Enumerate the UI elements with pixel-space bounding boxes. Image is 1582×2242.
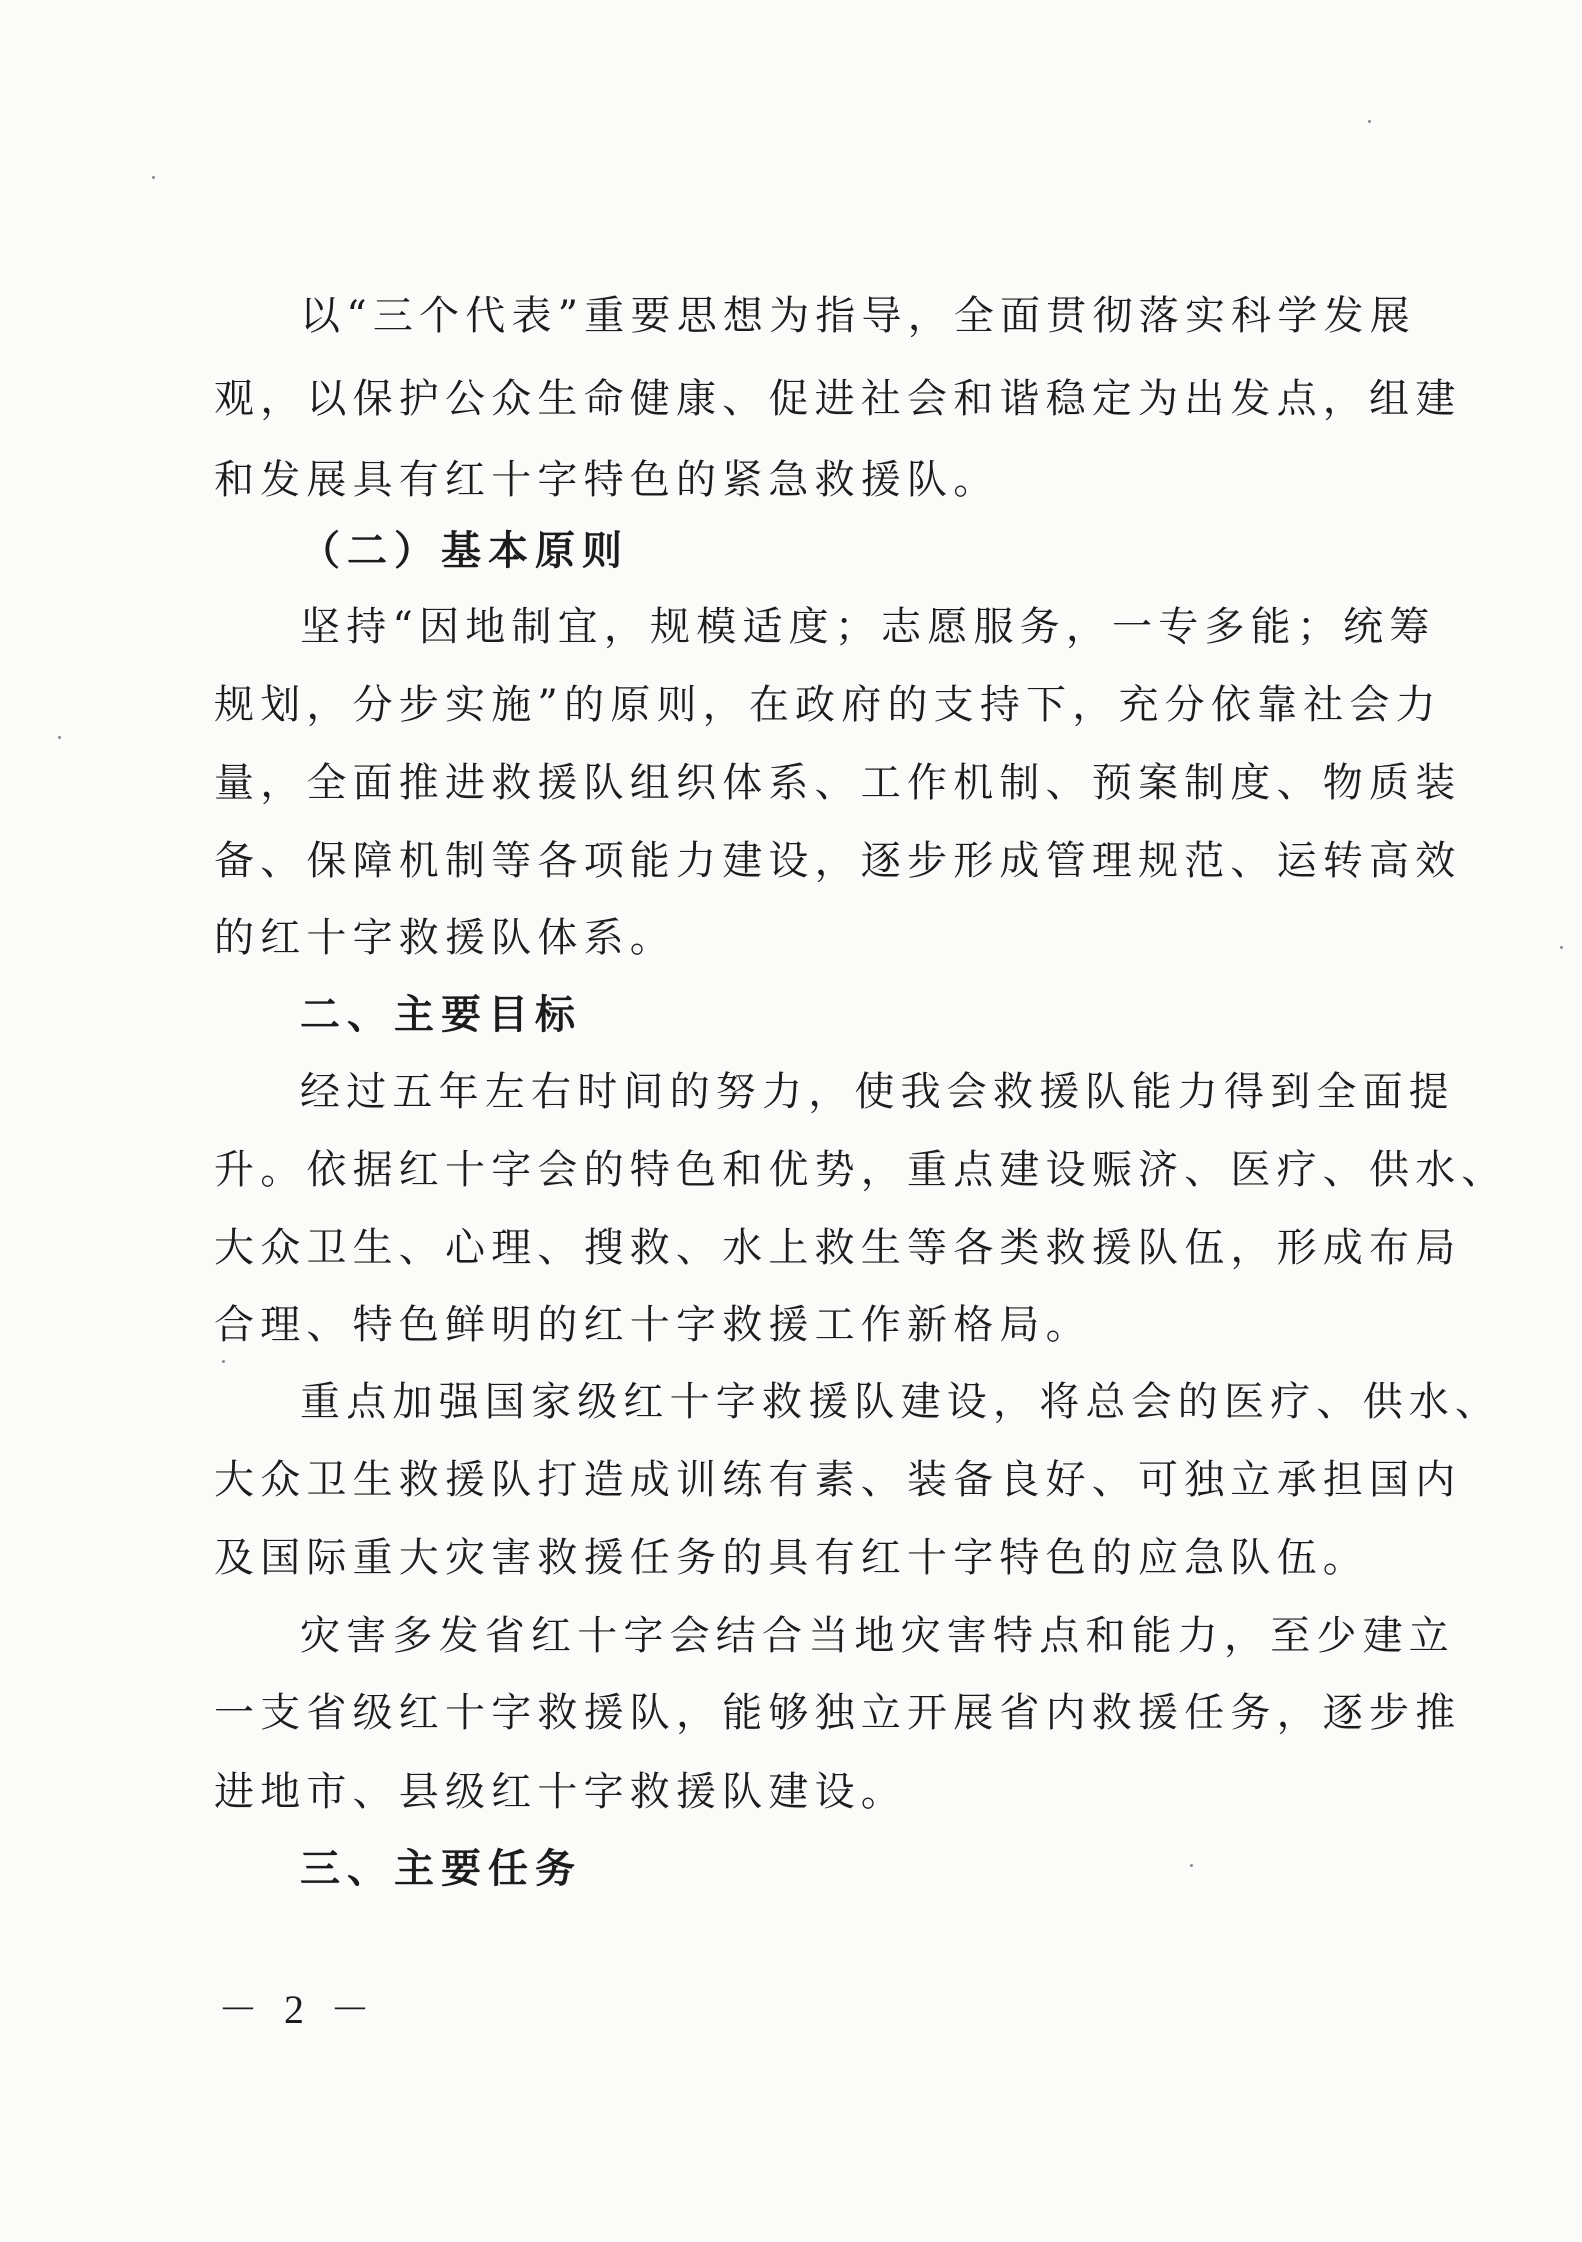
section-heading: 三、主要任务 — [300, 1846, 582, 1892]
section-heading: 二、主要目标 — [300, 992, 582, 1038]
text-line: 大众卫生、心理、搜救、水上救生等各类救援队伍，形成布局 — [214, 1225, 1462, 1271]
scan-speck — [152, 176, 155, 179]
text-line: 及国际重大灾害救援任务的具有红十字特色的应急队伍。 — [214, 1535, 1369, 1581]
scan-speck — [1190, 1864, 1193, 1867]
text-line: 经过五年左右时间的努力，使我会救援队能力得到全面提 — [300, 1069, 1455, 1115]
text-line: 以“三个代表”重要思想为指导，全面贯彻落实科学发展 — [300, 293, 1416, 339]
text-line: 量，全面推进救援队组织体系、工作机制、预案制度、物质装 — [214, 760, 1462, 806]
text-line: 合理、特色鲜明的红十字救援工作新格局。 — [214, 1302, 1092, 1348]
text-line: 重点加强国家级红十字救援队建设，将总会的医疗、供水、 — [300, 1379, 1502, 1425]
scan-speck — [58, 736, 61, 739]
scan-speck — [1560, 946, 1563, 949]
text-line: 升。依据红十字会的特色和优势，重点建设赈济、医疗、供水、 — [214, 1147, 1508, 1193]
text-line: 的红十字救援队体系。 — [214, 915, 676, 961]
text-line: 规划，分步实施”的原则，在政府的支持下，充分依靠社会力 — [214, 682, 1442, 728]
scan-speck — [1368, 120, 1371, 123]
page-number: － 2 － — [218, 1987, 378, 2032]
text-line: 观，以保护公众生命健康、促进社会和谐稳定为出发点，组建 — [214, 376, 1462, 422]
text-line: 进地市、县级红十字救援队建设。 — [214, 1769, 907, 1815]
section-heading: （二）基本原则 — [300, 528, 629, 574]
text-line: 备、保障机制等各项能力建设，逐步形成管理规范、运转高效 — [214, 838, 1462, 884]
text-line: 灾害多发省红十字会结合当地灾害特点和能力，至少建立 — [300, 1613, 1455, 1659]
text-line: 大众卫生救援队打造成训练有素、装备良好、可独立承担国内 — [214, 1457, 1462, 1503]
text-line: 坚持“因地制宜，规模适度；志愿服务，一专多能；统筹 — [300, 604, 1436, 650]
scan-speck — [222, 1360, 225, 1363]
text-line: 和发展具有红十字特色的紧急救援队。 — [214, 457, 1000, 503]
text-line: 一支省级红十字救援队，能够独立开展省内救援任务，逐步推 — [214, 1690, 1462, 1736]
